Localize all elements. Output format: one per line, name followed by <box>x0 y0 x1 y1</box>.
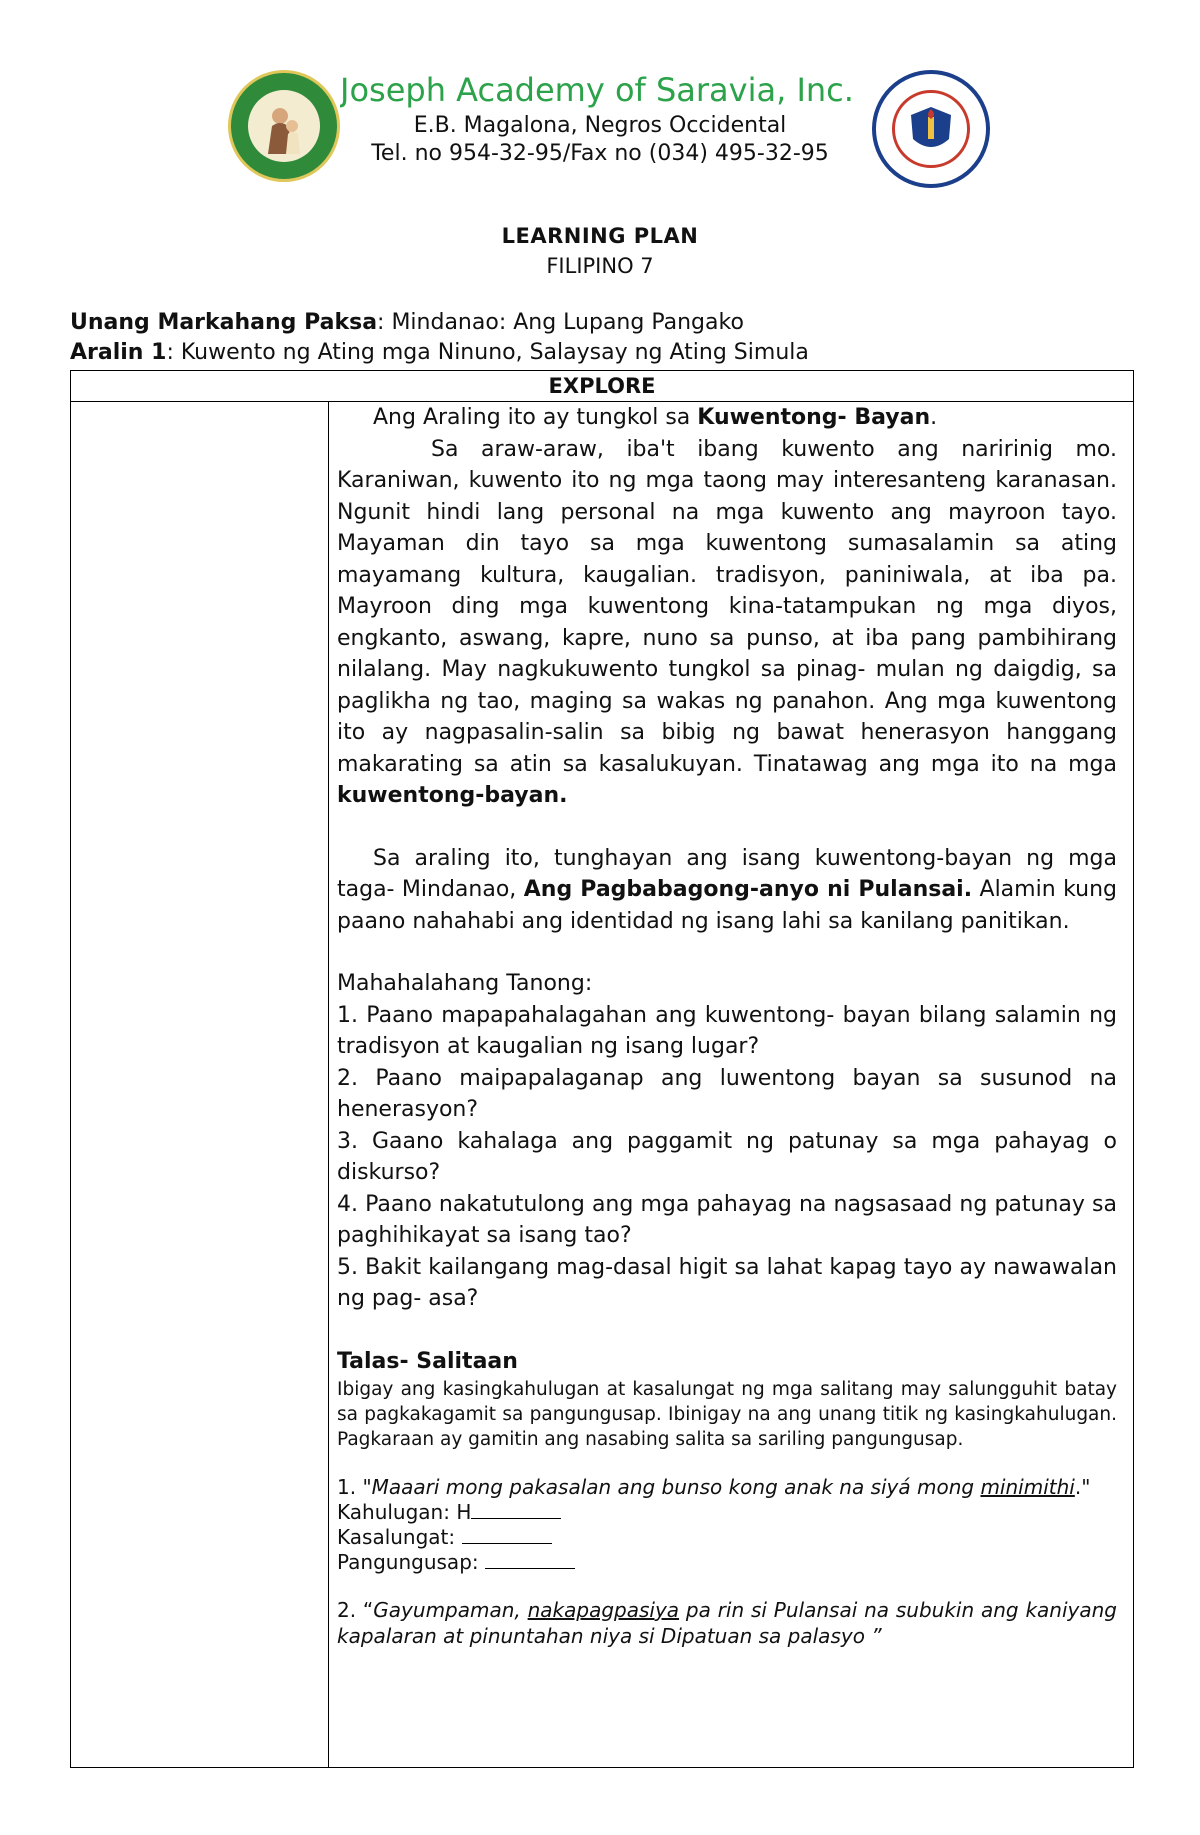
vocab-item-1 <box>337 1474 1117 1500</box>
left-column <box>71 402 329 1767</box>
talas-salitaan-heading: Talas- Salitaan <box>337 1348 518 1374</box>
intro-text: Ang Araling ito ay tungkol sa <box>373 405 698 430</box>
question-item: 3. Gaano kahalaga ang paggamit ng patunay sa mga pahayag o diskurso? <box>337 1128 1117 1185</box>
table-header-explore: EXPLORE <box>71 371 1133 402</box>
learning-plan-table <box>70 370 1134 1768</box>
question-item: 2. Paano maipapalaganap ang luwentong bayan sa susunod na henerasyon? <box>337 1065 1117 1122</box>
intro-bold: Kuwentong- Bayan <box>697 405 931 430</box>
question-item: 1. Paano mapapahalagahan ang kuwentong- bayan bilang salamin ng tradisyon at kaugalian ng isang lugar? <box>337 1002 1117 1059</box>
subject-title: FILIPINO 7 <box>546 254 654 278</box>
question-item: 4. Paano nakatutulong ang mga pahayag na nagsasaad ng patunay sa paghihikayat sa isang tao? <box>337 1191 1117 1248</box>
paragraph-2-bold: Ang Pagbabagong-anyo ni Pulansai. <box>523 877 973 902</box>
intro-end: . <box>930 405 938 430</box>
vocab-item-1-word: minimithi <box>980 1475 1075 1499</box>
kasalungat-blank[interactable] <box>462 1525 552 1544</box>
quarter-topic <box>70 310 744 335</box>
kasalungat-line <box>337 1525 1117 1550</box>
vocab-item-2 <box>337 1597 1117 1649</box>
paragraph-2-text: Sa araling ito, tunghayan ang isang kuwentong-bayan ng mga taga- Mindanao, <box>337 845 1117 902</box>
vocab-item-2-end: pa rin si Pulansai na subukin ang kaniyang kapalaran at pinuntahan niya si Dipatuan sa palasyo ” <box>337 1598 1117 1648</box>
kahulugan-blank[interactable] <box>471 1500 561 1519</box>
kahulugan-line <box>337 1500 1117 1525</box>
lesson-line <box>70 340 809 365</box>
vocab-item-1-end: ." <box>1074 1475 1091 1499</box>
question-item: 5. Bakit kailangang mag-dasal higit sa lahat kapag tayo ay nawawalan ng pag- asa? <box>337 1254 1117 1311</box>
topic-value: : Mindanao: Ang Lupang Pangako <box>377 310 744 335</box>
vocab-item-1-number: 1. " <box>337 1475 372 1499</box>
topic-label: Unang Markahang Paksa <box>70 310 378 335</box>
paragraph-2 <box>337 843 1117 938</box>
lesson-label: Aralin 1 <box>70 340 167 365</box>
school-address: E.B. Magalona, Negros Occidental <box>413 113 787 138</box>
questions-heading: Mahahalahang Tanong: <box>337 971 593 996</box>
vocab-item-2-sentence: Gayumpaman, <box>373 1598 528 1622</box>
page-title: LEARNING PLAN <box>501 224 699 248</box>
paragraph-2-end: Alamin kung paano nahahabi ang identidad ng isang lahi sa kanilang panitikan. <box>337 877 1118 934</box>
paragraph-1-text: Sa araw-araw, iba't ibang kuwento ang naririnig mo. Karaniwan, kuwento ito ng mga taong may interesanteng karanasan. Ngunit hindi lang personal na mga kuwento ang mayroon tayo. Mayaman din tayo sa mga kuwentong sumasalamin sa ating mayamang kultura, kaugalian. tradisyon, paniniwala, at iba pa. Mayroon ding mga kuwentong kina-tatampukan ng mga diyos, engkanto, aswang, kapre, nuno sa punso, at iba pang pambihirang nilalang. May nagkukuwento tungkol sa pinag- mulan ng daigdig, sa paglikha ng tao, maging sa wakas ng panahon. Ang mga kuwentong ito ay nagpasalin-salin sa bibig ng bawat henerasyon hanggang makarating sa atin sa kasalukuyan. Tinatawag ang mga ito na mga <box>337 436 1117 777</box>
school-contact: Tel. no 954-32-95/Fax no (034) 495-32-95 <box>371 141 829 166</box>
pangungusap-line <box>337 1550 1117 1575</box>
paragraph-1-bold: kuwentong-bayan. <box>337 783 568 808</box>
kahulugan-label: Kahulugan: H <box>337 1500 472 1524</box>
vocab-item-2-word: nakapagpasiya <box>527 1598 680 1622</box>
pangungusap-blank[interactable] <box>485 1550 575 1569</box>
kasalungat-label: Kasalungat: <box>337 1525 462 1549</box>
pangungusap-label: Pangungusap: <box>337 1550 485 1574</box>
lesson-value: : Kuwento ng Ating mga Ninuno, Salaysay ng Ating Simula <box>166 340 809 365</box>
paragraph-1 <box>337 434 1117 812</box>
letterhead <box>340 70 870 110</box>
intro-line <box>337 402 1117 434</box>
school-name: Joseph Academy of Saravia, Inc. <box>340 71 854 109</box>
talas-instructions: Ibigay ang kasingkahulugan at kasalungat ng mga salitang may salungguhit batay sa pagkakagamit sa pangungusap. Ibinigay na ang unang titik ng kasingkahulugan. Pagkaraan ay gamitin ang nasabing salita sa sariling pangungusap. <box>337 1379 1117 1450</box>
explore-content <box>337 402 1117 1649</box>
vocab-item-1-sentence: Maaari mong pakasalan ang bunso kong anak na siyá mong <box>371 1475 981 1499</box>
vocab-item-2-number: 2. “ <box>337 1598 374 1622</box>
